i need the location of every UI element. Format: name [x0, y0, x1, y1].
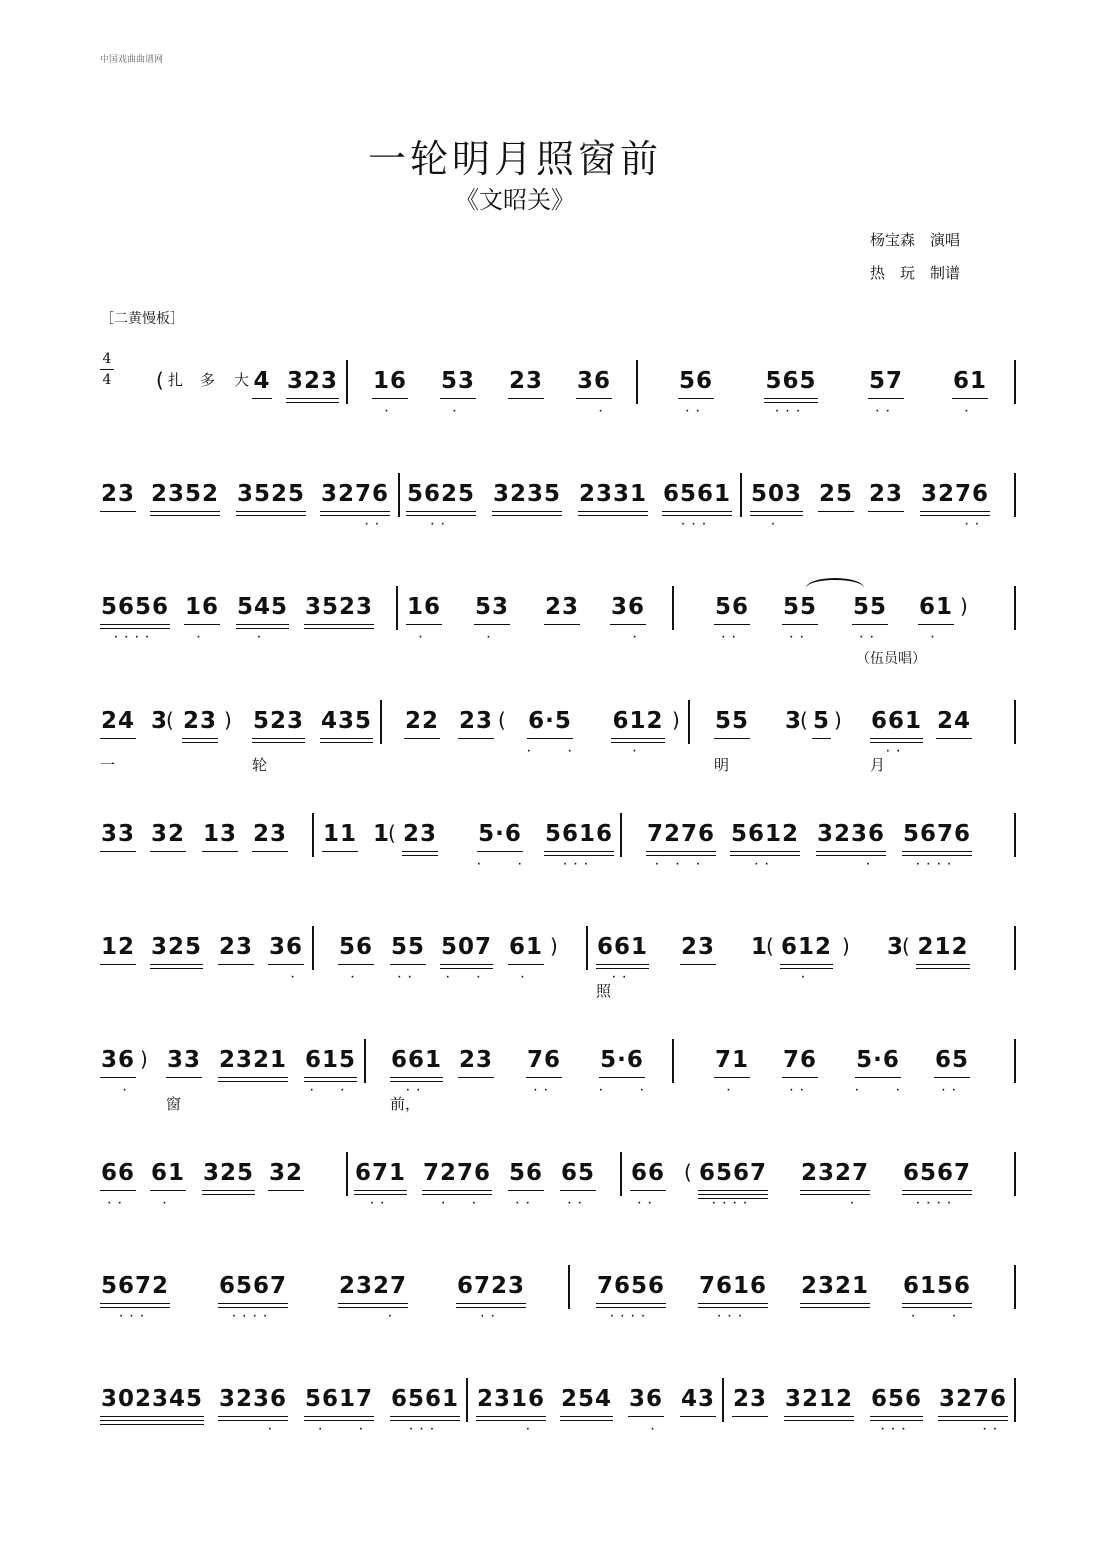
note-group: 53 · — [475, 594, 510, 643]
bar-line — [380, 700, 382, 744]
note-group: 661 ·· — [871, 708, 923, 757]
note-group: 302345 — [100, 1386, 200, 1434]
note-group: 25 — [818, 481, 854, 529]
note-group: 523 — [252, 708, 302, 756]
lyric: 照 — [596, 982, 612, 1000]
note-group: 33 — [100, 821, 132, 869]
note-group: 671 ·· — [355, 1160, 407, 1209]
note-group: 61 · — [919, 594, 954, 643]
tempo-mark: ［二黄慢板］ — [100, 311, 184, 327]
close-paren: ) — [842, 934, 850, 958]
note-group: 7656 ···· — [597, 1273, 666, 1322]
bar-line — [1014, 586, 1016, 630]
note-group: 36 · — [629, 1386, 664, 1435]
time-signature-bottom: 4 — [102, 372, 112, 388]
score-row-9 — [100, 1273, 1018, 1333]
note-group: 33 — [166, 1047, 198, 1095]
close-paren: ) — [960, 594, 968, 618]
note-group: 5 — [812, 708, 828, 756]
note-group: 61 · — [509, 934, 544, 983]
note-group: 254 — [560, 1386, 610, 1434]
note-group: 6561 ··· — [391, 1386, 460, 1435]
bar-line — [1014, 473, 1016, 517]
note-group: 5676 ···· — [903, 821, 972, 870]
note-group: 5·6 · · — [599, 1047, 651, 1096]
note-group: 12 — [100, 934, 132, 982]
note-group: 545 · — [237, 594, 289, 643]
note-group: 2327 · — [339, 1273, 408, 1322]
bar-line — [740, 473, 742, 517]
open-paren: ( — [800, 708, 808, 732]
open-paren: ( — [156, 368, 164, 392]
bar-line — [1014, 1378, 1016, 1422]
note-group: 2321 — [800, 1273, 866, 1321]
page-title: 一轮明月照窗前 — [367, 137, 662, 181]
open-paren: ( — [498, 708, 506, 732]
note-group: 16 · — [372, 368, 407, 417]
note-group: 5672 ··· — [101, 1273, 170, 1322]
note-group: 23 — [218, 934, 250, 982]
bar-line — [722, 1378, 724, 1422]
note-group: 76 ·· — [783, 1047, 818, 1096]
note-group: 212 — [916, 934, 970, 982]
note-group: 23 — [544, 594, 580, 642]
close-paren: ) — [140, 1047, 148, 1071]
close-paren: ) — [224, 708, 232, 732]
bar-line — [1014, 1265, 1016, 1309]
note-group: 5656 ···· — [101, 594, 170, 643]
note-group: 23 — [182, 708, 218, 756]
bar-line — [688, 700, 690, 744]
note-group: 24 — [936, 708, 972, 756]
bar-line — [398, 473, 400, 517]
note-group: 3276 ·· — [921, 481, 990, 530]
score-row-6 — [100, 934, 1018, 1000]
open-paren: ( — [166, 708, 174, 732]
bar-line — [620, 1152, 622, 1196]
note-group: 3 — [151, 708, 169, 734]
note-group: 661 ·· — [597, 934, 649, 983]
note-group: 65 ·· — [561, 1160, 596, 1209]
note-group: 4 — [252, 368, 272, 416]
note-group: 661 ·· — [391, 1047, 443, 1096]
note-group: 53 · — [440, 368, 475, 417]
bar-line — [346, 1152, 348, 1196]
note-group: 55 ·· — [783, 594, 818, 643]
note-group: 66 ·· — [101, 1160, 136, 1209]
note-group: 6561 ··· — [663, 481, 732, 530]
close-paren: ) — [550, 934, 558, 958]
note-group: 6567 ···· — [219, 1273, 288, 1322]
note-group: 61 · — [952, 368, 987, 417]
open-paren: ( — [766, 934, 774, 958]
note-group: 565 ··· — [765, 368, 817, 417]
bar-line — [1014, 700, 1016, 744]
bar-line — [466, 1378, 468, 1422]
bar-line — [364, 1039, 366, 1083]
lyric: 明 — [714, 756, 730, 774]
close-paren: ) — [834, 708, 842, 732]
note-group: 6156 · · — [903, 1273, 972, 1322]
note-group: 435 — [320, 708, 370, 756]
note-group: 61 · — [151, 1160, 186, 1209]
note-group: 5·6 · · — [477, 821, 529, 870]
note-group: 3212 — [784, 1386, 850, 1434]
note-group: 55 ·· — [853, 594, 888, 643]
bar-line — [1014, 1152, 1016, 1196]
score-row-5 — [100, 821, 1018, 881]
note-group: 612 · — [612, 708, 664, 757]
note-group: 66 ·· — [631, 1160, 666, 1209]
score-row-1 — [100, 368, 1018, 428]
note-group: 71 · — [715, 1047, 750, 1096]
note-group: 55 — [714, 708, 750, 756]
note-group: 6723 ·· — [457, 1273, 526, 1322]
note-group: 3236 · — [817, 821, 886, 870]
score-row-8 — [100, 1160, 1018, 1220]
note-group: 612 · — [781, 934, 833, 983]
note-group: 323 — [286, 368, 338, 416]
note-group: 5616 ··· — [545, 821, 614, 870]
note-group: 507 · · — [441, 934, 493, 983]
watermark: 中国戏曲曲谱网 — [100, 55, 164, 65]
bar-line — [346, 360, 348, 404]
note-group: 23 — [402, 821, 438, 869]
note-group: 6·5 · · — [527, 708, 579, 757]
note-group: 2316 · — [477, 1386, 546, 1435]
note-group: 5·6 · · — [855, 1047, 907, 1096]
intro-za: 扎 — [168, 371, 184, 389]
lyric: 一 — [100, 756, 116, 774]
note-group: 615 · · — [305, 1047, 357, 1096]
note-group: 23 — [868, 481, 904, 529]
bar-line — [636, 360, 638, 404]
note-group: 1 — [751, 934, 769, 960]
note-group: 6567 ···· — [699, 1160, 768, 1209]
lyric: 轮 — [252, 756, 268, 774]
note-group: 23 — [732, 1386, 764, 1434]
note-group: 503 · — [751, 481, 803, 530]
score-row-10 — [100, 1386, 1018, 1446]
score-row-4 — [100, 708, 1018, 774]
note-group: 23 — [680, 934, 712, 982]
bar-line — [1014, 926, 1016, 970]
note-group: 5625 ·· — [407, 481, 476, 530]
notator-credit: 热 玩 制谱 — [870, 264, 961, 282]
note-group: 2352 — [150, 481, 216, 529]
note-group: 7276 · · · — [647, 821, 716, 870]
note-group: 56 ·· — [715, 594, 750, 643]
note-group: 36 · — [101, 1047, 136, 1096]
note-group: 325 — [150, 934, 200, 982]
note-group: 656 ··· — [871, 1386, 923, 1435]
note-group: 3236 · — [219, 1386, 288, 1435]
note-group: 2331 — [578, 481, 644, 529]
intro-da: 大 — [234, 371, 250, 389]
note-group: 3525 — [236, 481, 302, 529]
note-group: 55 ·· — [391, 934, 426, 983]
note-group: 23 — [252, 821, 284, 869]
role-note: （伍员唱） — [856, 651, 926, 667]
note-group: 24 — [100, 708, 132, 756]
note-group: 23 — [100, 481, 132, 529]
note-group: 5612 ·· — [731, 821, 800, 870]
note-group: 23 — [506, 368, 546, 416]
note-group: 65 ·· — [935, 1047, 970, 1096]
note-group: 16 · — [407, 594, 442, 643]
note-group: 43 — [680, 1386, 712, 1434]
note-group: 23 — [458, 1047, 490, 1095]
lyric: 窗 — [166, 1095, 182, 1113]
note-group: 3 — [887, 934, 905, 960]
note-group: 7276 · · — [423, 1160, 492, 1209]
note-group: 11 — [322, 821, 354, 869]
note-group: 36 · — [611, 594, 646, 643]
note-group: 57 ·· — [868, 368, 903, 417]
note-group: 76 ·· — [527, 1047, 562, 1096]
bar-line — [312, 926, 314, 970]
note-group: 22 — [404, 708, 440, 756]
bar-line — [620, 813, 622, 857]
score-row-7 — [100, 1047, 1018, 1113]
note-group: 7616 ··· — [699, 1273, 768, 1322]
open-paren: ( — [388, 821, 396, 845]
bar-line — [1014, 1039, 1016, 1083]
open-paren: ( — [684, 1160, 692, 1184]
note-group: 2327 · — [801, 1160, 870, 1209]
bar-line — [312, 813, 314, 857]
note-group: 3276 ·· — [321, 481, 390, 530]
lyric: 前， — [390, 1095, 421, 1113]
bar-line — [1014, 813, 1016, 857]
page-subtitle: 《文昭关》 — [455, 186, 575, 214]
score-row-2 — [100, 481, 1018, 541]
bar-line — [586, 926, 588, 970]
note-group: 3523 — [304, 594, 370, 642]
note-group: 3 — [785, 708, 803, 734]
note-group: 1 — [373, 821, 391, 847]
score-row-3 — [100, 594, 1018, 667]
bar-line — [568, 1265, 570, 1309]
note-group: 56 · — [339, 934, 374, 983]
note-group: 32 — [268, 1160, 302, 1208]
note-group: 325 — [202, 1160, 252, 1208]
lyric: 月 — [870, 756, 886, 774]
time-signature-top: 4 — [102, 351, 112, 367]
note-group: 5617 · · — [305, 1386, 374, 1435]
bar-line — [672, 1039, 674, 1083]
note-group: 6567 ···· — [903, 1160, 972, 1209]
note-group: 2321 — [218, 1047, 284, 1095]
bar-line — [1014, 360, 1016, 404]
bar-line — [672, 586, 674, 630]
note-group: 32 — [150, 821, 182, 869]
note-group: 13 — [202, 821, 234, 869]
note-group: 56 ·· — [509, 1160, 544, 1209]
note-group: 36 · — [269, 934, 304, 983]
intro-duo: 多 — [200, 371, 216, 389]
open-paren: ( — [902, 934, 910, 958]
note-group: 23 — [458, 708, 494, 756]
note-group: 16 · — [185, 594, 220, 643]
note-group: 3235 — [492, 481, 558, 529]
singer-credit: 杨宝森 演唱 — [870, 231, 961, 249]
bar-line — [396, 586, 398, 630]
note-group: 56 ·· — [678, 368, 713, 417]
note-group: 3276 ·· — [939, 1386, 1008, 1435]
close-paren: ) — [672, 708, 680, 732]
note-group: 36 · — [576, 368, 611, 417]
